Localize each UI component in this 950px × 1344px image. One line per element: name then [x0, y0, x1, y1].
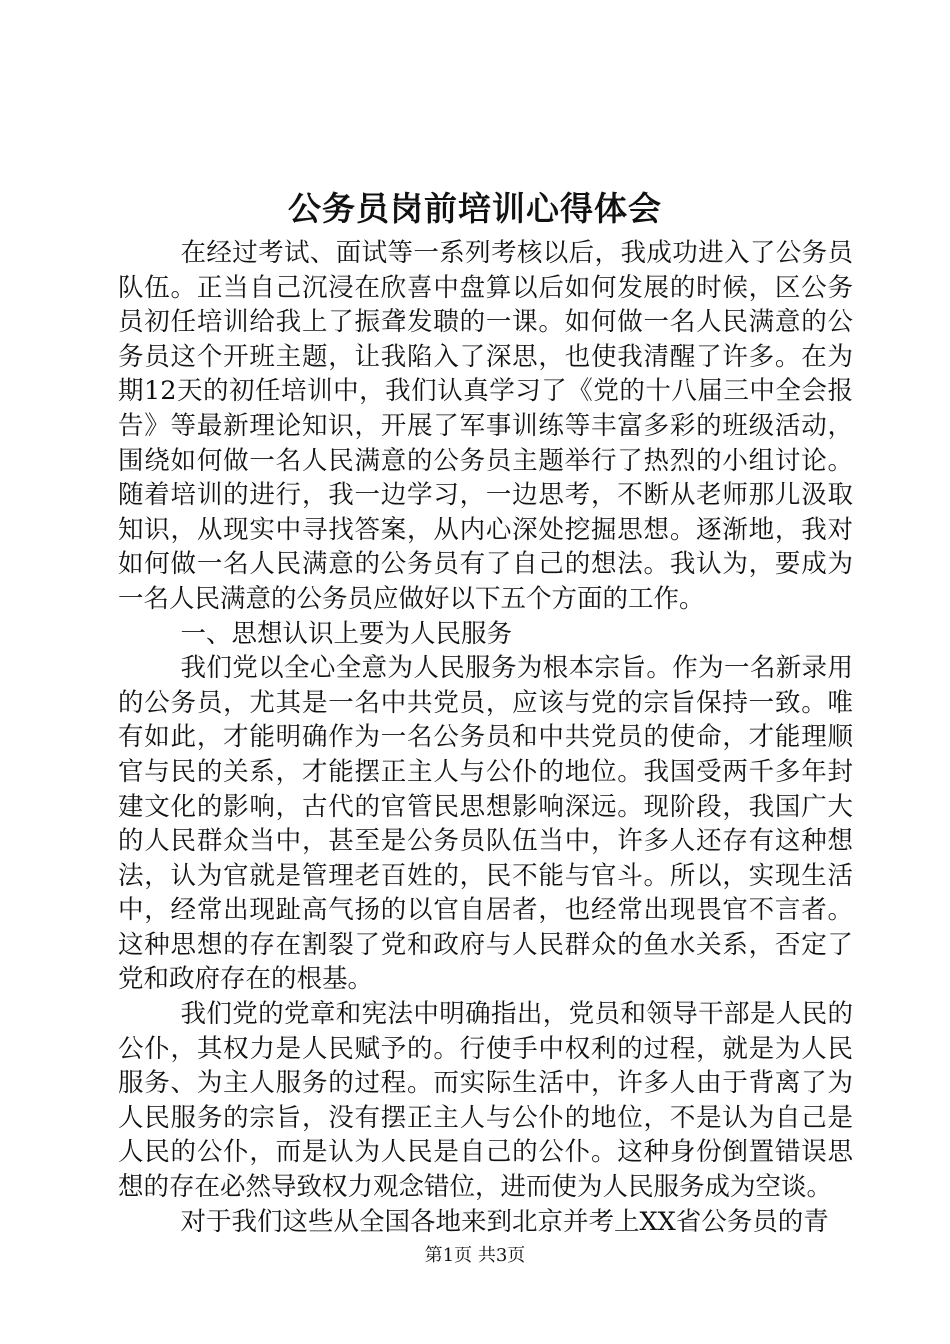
- paragraph-continuation: 对于我们这些从全国各地来到北京并考上XX省公务员的青: [180, 1206, 829, 1237]
- paragraph-party-constitution: 我们党的党章和宪法中明确指出，党员和领导干部是人民的公仆，其权力是人民赋予的。行使手中权利的过程，就是为人民服务、为主人服务的过程。而实际生活中，许多人由于背离了为人民服务的宗旨，没有摆正主人与公仆的地位，不是认为自己是人民的公仆，而是认为人民是自己的公仆。这种身份倒置错误思想的存在必然导致权力观念错位，进而使为人民服务成为空谈。: [118, 999, 853, 1203]
- section-heading: 一、思想认识上要为人民服务: [180, 618, 512, 649]
- page-title: 公务员岗前培训心得体会: [288, 189, 662, 228]
- paragraph-purpose: 我们党以全心全意为人民服务为根本宗旨。作为一名新录用的公务员，尤其是一名中共党员，应该与党的宗旨保持一致。唯有如此，才能明确作为一名公务员和中共党员的使命，才能理顺官与民的关系，才能摆正主人与公仆的地位。我国受两千多年封建文化的影响，古代的官管民思想影响深远。现阶段，我国广大的人民群众当中，甚至是公务员队伍当中，许多人还存有这种想法，认为官就是管理老百姓的，民不能与官斗。所以，实现生活中，经常出现趾高气扬的以官自居者，也经常出现畏官不言者。这种思想的存在割裂了党和政府与人民群众的鱼水关系，否定了党和政府存在的根基。: [118, 653, 853, 995]
- document-body: [118, 236, 853, 1239]
- page-footer: 第1页 共3页: [424, 1245, 526, 1266]
- paragraph-intro: 在经过考试、面试等一系列考核以后，我成功进入了公务员队伍。正当自己沉浸在欣喜中盘算以后如何发展的时候，区公务员初任培训给我上了振聋发聩的一课。如何做一名人民满意的公务员这个开班主题，让我陷入了深思，也使我清醒了许多。在为期12天的初任培训中，我们认真学习了《党的十八届三中全会报告》等最新理论知识，开展了军事训练等丰富多彩的班级活动，围绕如何做一名人民满意的公务员主题举行了热烈的小组讨论。随着培训的进行，我一边学习，一边思考，不断从老师那儿汲取知识，从现实中寻找答案，从内心深处挖掘思想。逐渐地，我对如何做一名人民满意的公务员有了自己的想法。我认为，要成为一名人民满意的公务员应做好以下五个方面的工作。: [118, 238, 853, 614]
